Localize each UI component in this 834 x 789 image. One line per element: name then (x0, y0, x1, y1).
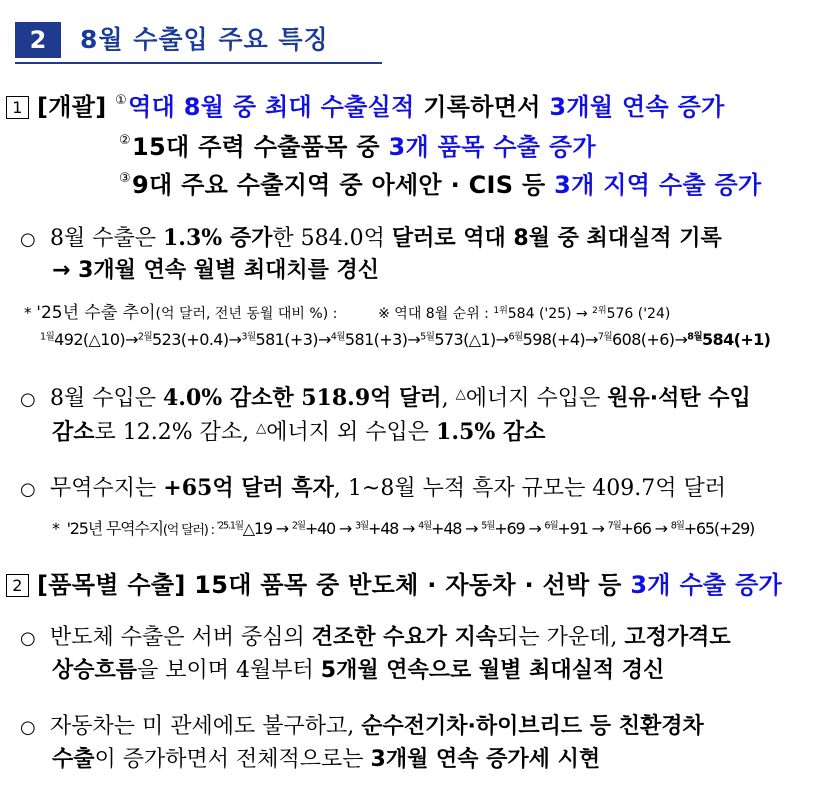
text: 8월 수입은 (50, 386, 163, 411)
text-bold: 상승흐름 (52, 658, 138, 683)
box-number-2: 2 (6, 574, 29, 597)
arrow-icon: → (317, 330, 331, 349)
circled-number-2: ② (119, 133, 131, 148)
month-label: 5월 (420, 331, 435, 343)
month-value: 492(△10) (54, 330, 126, 349)
triangle-marker-icon: △ (256, 420, 267, 436)
month-label: 6월 (508, 331, 523, 343)
arrow-icon: → (461, 519, 482, 538)
overview-highlight-2: 3개월 연속 증가 (549, 93, 725, 121)
overview-line-1 (6, 84, 725, 124)
month-value: 581(+3) (344, 330, 408, 349)
text: 에너지 외 수입은 (266, 420, 437, 445)
text: 에너지 수입은 (465, 386, 608, 411)
overview-line-2 (119, 124, 596, 164)
month-value: 523(+0.4) (152, 330, 229, 349)
text: , 1~8월 누적 흑자 규모는 409.7억 달러 (333, 476, 727, 501)
arrow-icon: → (650, 519, 671, 538)
overview-text: 기록하면서 (414, 93, 550, 121)
month-value: +91 (557, 519, 588, 538)
text: 한 584.0억 (272, 226, 392, 251)
month-value: 608(+6) (612, 330, 675, 349)
section-title: 8월 수출입 주요 특징 (80, 25, 329, 54)
month-value: +48 (431, 519, 462, 538)
month-label: 4월 (418, 520, 432, 532)
text-bold: 수출 (52, 747, 95, 772)
note-unit: (억 달러, 전년 동월 대비 %) : (155, 306, 338, 322)
arrow-icon: → (407, 330, 421, 349)
note-star: * (24, 304, 32, 322)
circle-bullet-icon: ○ (20, 229, 36, 250)
triangle-marker-icon: △ (455, 386, 466, 402)
text: 을 보이며 4월부터 (137, 658, 321, 683)
export-trend-series (40, 330, 770, 349)
circled-number-3: ③ (119, 171, 131, 186)
note-label: '25년 무역수지 (66, 519, 163, 538)
arrow-icon: → (335, 519, 355, 538)
month-label: 5월 (481, 520, 495, 532)
section-number-badge: 2 (15, 22, 61, 58)
bullet-export-line-2: → 3개월 연속 월별 최대치를 경신 (52, 258, 380, 283)
text-bold: 3개월 연속 증가세 시현 (370, 747, 601, 772)
circle-bullet-icon: ○ (20, 717, 36, 738)
text-bold: 1.5% 감소 (436, 419, 546, 445)
circle-bullet-icon: ○ (20, 479, 36, 500)
month-label: 7월 (607, 520, 621, 532)
arrow-icon: → (271, 519, 292, 538)
text-bold: 달러로 역대 8월 중 최대실적 기록 (391, 226, 722, 251)
month-value: 581(+3) (255, 330, 318, 349)
circled-number-1: ① (115, 93, 128, 108)
text: 자동차는 미 관세에도 불구하고, (50, 714, 362, 739)
bullet-trade-balance (20, 472, 726, 506)
rank-1: 584 ('25) → (507, 306, 593, 322)
month-label: 7월 (597, 331, 613, 343)
bullet-semiconductor-line-2 (52, 655, 664, 687)
rank-label: ※ 역대 8월 순위 : (378, 306, 494, 322)
text: 반도체 수출은 서버 중심의 (50, 625, 312, 650)
text-bold: 고정가격도 (624, 625, 731, 650)
rank-2: 576 ('24) (606, 306, 671, 322)
note-star: * (52, 519, 59, 538)
text-bold: +65억 달러 흑자 (163, 475, 334, 501)
rank-1-sup: 1위 (493, 306, 508, 317)
month-value: +65(+29) (683, 519, 755, 538)
text-bold: 5개월 연속으로 월별 최대실적 경신 (320, 658, 665, 683)
month-label: 8월 (687, 331, 703, 343)
month-value: +66 (620, 519, 651, 538)
bullet-import-line-2 (52, 416, 545, 449)
bullet-semiconductor-line-1 (20, 622, 731, 655)
text: 8월 수출은 (50, 226, 163, 251)
month-label: 8월 (670, 520, 684, 532)
text-bold: 순수전기차·하이브리드 등 친환경차 (361, 714, 704, 739)
note-export-trend (24, 303, 670, 324)
items-label: [품목별 수출] (37, 571, 186, 599)
overview-text: 15대 주력 수출품목 중 (131, 133, 389, 161)
month-label: 6월 (544, 520, 558, 532)
bullet-automobile-line-2 (52, 744, 600, 776)
arrow-icon: → (398, 519, 419, 538)
month-label: 1월 (40, 331, 55, 343)
overview-line-3 (119, 162, 762, 202)
text-bold: 원유·석탄 수입 (607, 386, 751, 411)
box-number-1: 1 (6, 96, 29, 119)
overview-highlight: 역대 8월 중 최대 수출실적 (128, 93, 415, 121)
month-value: 598(+4) (522, 330, 586, 349)
month-value: 584(+1) (702, 330, 771, 349)
text: 되는 가운데, (497, 625, 625, 650)
text: 이 증가하면서 전체적으로는 (94, 747, 371, 772)
text-bold: 1.3% 증가 (163, 225, 273, 251)
arrow-icon: → (125, 330, 138, 349)
text-bold: 4.0% 감소한 518.9억 달러 (163, 385, 442, 411)
month-value: 573(△1) (434, 330, 496, 349)
month-value: +40 (304, 519, 336, 538)
overview-text: 9대 주요 수출지역 중 아세안 · CIS 등 (131, 171, 555, 199)
bullet-export-line-1 (20, 222, 722, 256)
text: , (441, 386, 456, 411)
month-label: 3월 (241, 331, 256, 343)
text: 로 12.2% 감소, (94, 420, 257, 445)
note-unit: (억 달러) : (162, 523, 217, 538)
items-text: 15대 품목 중 반도체 · 자동차 · 선박 등 (185, 571, 631, 599)
overview-highlight: 3개 지역 수출 증가 (554, 171, 762, 199)
note-label: '25년 수출 추이 (36, 303, 156, 323)
bullet-import-line-1 (20, 382, 751, 416)
circle-bullet-icon: ○ (20, 389, 36, 410)
text-bold: 견조한 수요가 지속 (311, 625, 498, 650)
rank-2-sup: 2위 (592, 306, 607, 317)
month-label: 3월 (355, 520, 368, 532)
arrow-icon: → (674, 330, 688, 349)
month-label: 4월 (330, 331, 345, 343)
overview-highlight: 3개 품목 수출 증가 (388, 133, 596, 161)
items-headline (6, 568, 782, 602)
arrow-icon: → (495, 330, 509, 349)
arrow-icon: → (524, 519, 545, 538)
arrow-icon: → (585, 330, 598, 349)
month-label: 2월 (291, 520, 305, 532)
arrow-icon: → (228, 330, 242, 349)
month-value: +48 (367, 519, 399, 538)
month-label: '25.1월 (216, 520, 243, 532)
text: 무역수지는 (50, 476, 164, 501)
month-value: △19 (242, 519, 272, 538)
note-trade-balance (52, 516, 754, 539)
text-bold: 감소 (52, 420, 95, 445)
section-title-underline (15, 62, 382, 64)
arrow-icon: → (587, 519, 608, 538)
circle-bullet-icon: ○ (20, 628, 36, 649)
overview-label: [개괄] (37, 93, 107, 121)
month-label: 2월 (137, 331, 153, 343)
month-value: +69 (494, 519, 525, 538)
items-highlight: 3개 수출 증가 (630, 571, 783, 599)
bullet-automobile-line-1 (20, 711, 704, 744)
